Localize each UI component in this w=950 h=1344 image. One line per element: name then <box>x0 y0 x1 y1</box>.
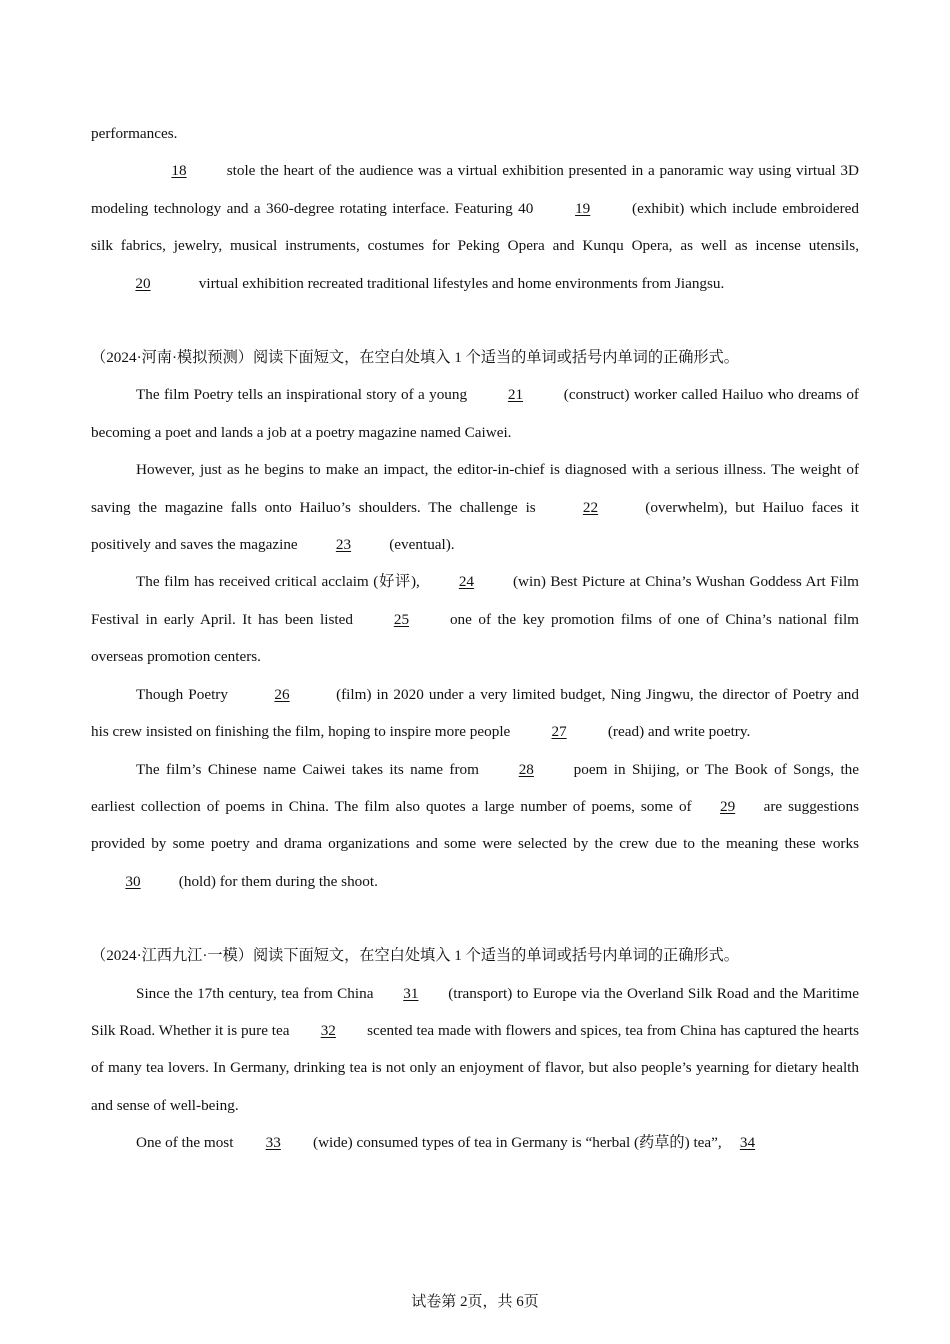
blank-20[interactable]: 20 <box>135 274 151 292</box>
passage2-paragraph-5: The film’s Chinese name Caiwei takes its name from 28 poem in Shijing, or The Book of Songs, the earliest collection of poems in China. The film also quotes a large number of poems, some of 29 are suggestions provided by some poetry and drama organizations and some were selected by the crew due to the meaning these works 30 (hold) for them during the shoot. <box>91 751 859 901</box>
blank-22[interactable]: 22 <box>582 498 599 516</box>
blank-34[interactable]: 34 <box>739 1134 756 1152</box>
blank-30[interactable]: 30 <box>125 872 141 890</box>
blank-27[interactable]: 27 <box>551 723 567 741</box>
passage2-paragraph-4: Though Poetry 26 (film) in 2020 under a very limited budget, Ning Jingwu, the director of Poetry and his crew insisted on finishing the film, hoping to inspire more people 27 (read) and write poetry. <box>91 676 859 751</box>
blank-28[interactable]: 28 <box>518 760 534 778</box>
blank-18[interactable]: 18 <box>171 162 187 180</box>
blank-31[interactable]: 31 <box>403 984 419 1002</box>
blank-21[interactable]: 21 <box>507 386 524 404</box>
passage2-paragraph-1: The film Poetry tells an inspirational story of a young 21 (construct) worker called Hailuo who dreams of becoming a poet and lands a job at a poetry magazine named Caiwei. <box>91 376 859 451</box>
blank-23[interactable]: 23 <box>335 536 352 554</box>
blank-26[interactable]: 26 <box>274 685 290 703</box>
passage3-paragraph-1: Since the 17th century, tea from China 31 (transport) to Europe via the Overland Silk Road and the Maritime Silk Road. Whether it is pure tea 32 scented tea made with flowers and spices, tea from China has captured the hearts of many tea lovers. In Germany, drinking tea is not only an enjoyment of flavor, but also people’s yearning for dietary health and sense of well-being. <box>91 975 859 1125</box>
passage3-instructions: （2024·江西九江·一模）阅读下面短文，在空白处填入 1 个适当的单词或括号内单词的正确形式。 <box>91 947 739 965</box>
passage1-paragraph: 18 stole the heart of the audience was a virtual exhibition presented in a panoramic way using virtual 3D modeling technology and a 360-degree rotating interface. Featuring 40 19 (exhibit) which include embroidered silk fabrics, jewelry, musical instruments, costumes for Peking Opera and Kunqu Opera, as well as incense utensils, 20 virtual exhibition recreated traditional lifestyles and home environments from Jiangsu. <box>91 152 859 302</box>
passage1-tail: performances. <box>91 125 178 142</box>
passage3-paragraph-2: One of the most 33 (wide) consumed types of tea in Germany is “herbal (药草的) tea”, 34 <box>91 1124 859 1161</box>
document-page <box>91 115 859 1162</box>
page-footer: 试卷第 2页，共 6页 <box>411 1294 539 1310</box>
passage2-paragraph-2: However, just as he begins to make an impact, the editor-in-chief is diagnosed with a serious illness. The weight of saving the magazine falls onto Hailuo’s shoulders. The challenge is 22 (overwhelm), but Hailuo faces it positively and saves the magazine 23 (eventual). <box>91 451 859 563</box>
blank-24[interactable]: 24 <box>458 573 475 591</box>
blank-25[interactable]: 25 <box>393 610 410 628</box>
passage2-instructions: （2024·河南·模拟预测）阅读下面短文，在空白处填入 1 个适当的单词或括号内单词的正确形式。 <box>91 349 739 367</box>
blank-32[interactable]: 32 <box>320 1021 336 1039</box>
blank-29[interactable]: 29 <box>720 797 736 815</box>
passage2-paragraph-3: The film has received critical acclaim (好评), 24 (win) Best Picture at China’s Wushan Goddess Art Film Festival in early April. It has been listed 25 one of the key promotion films of one of China’s national film overseas promotion centers. <box>91 563 859 675</box>
blank-33[interactable]: 33 <box>265 1134 281 1152</box>
blank-19[interactable]: 19 <box>575 199 591 217</box>
